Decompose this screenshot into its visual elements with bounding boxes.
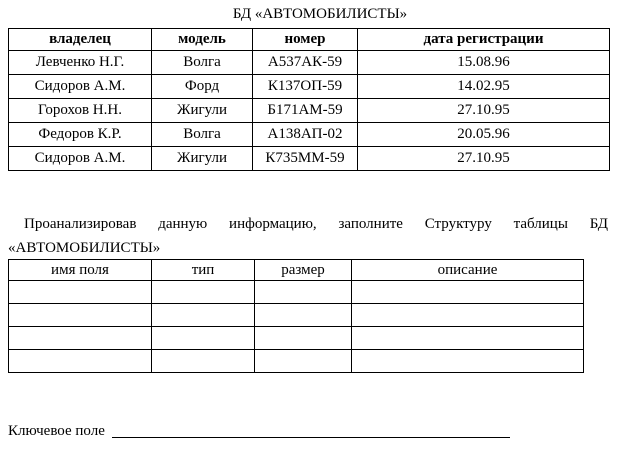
table-structure-form: [8, 259, 584, 373]
automobilists-table: [8, 28, 610, 171]
instruction-line-1: Проанализировав данную информацию, заполните Структуру таблицы БД: [24, 216, 608, 232]
instruction-line-2: «АВТОМОБИЛИСТЫ»: [8, 240, 161, 256]
blank-cell: [152, 350, 255, 373]
column-header-size: размер: [255, 260, 352, 281]
cell-model: Волга: [152, 123, 253, 147]
empty-structure-row: [9, 350, 584, 373]
blank-cell: [152, 327, 255, 350]
column-header-number: номер: [253, 29, 358, 51]
blank-cell: [255, 350, 352, 373]
blank-cell: [9, 327, 152, 350]
blank-cell: [255, 304, 352, 327]
cell-number: Б171АМ-59: [253, 99, 358, 123]
column-header-model: модель: [152, 29, 253, 51]
table-row: [9, 51, 610, 75]
cell-date: 27.10.95: [358, 147, 610, 171]
table-row: [9, 147, 610, 171]
table-header-row: [9, 29, 610, 51]
blank-cell: [9, 281, 152, 304]
key-field-blank-line: [112, 437, 510, 438]
table-row: [9, 99, 610, 123]
cell-date: 15.08.96: [358, 51, 610, 75]
blank-cell: [152, 304, 255, 327]
column-header-type: тип: [152, 260, 255, 281]
cell-model: Жигули: [152, 147, 253, 171]
empty-structure-row: [9, 327, 584, 350]
blank-cell: [352, 281, 584, 304]
cell-owner: Сидоров А.М.: [9, 147, 152, 171]
column-header-owner: владелец: [9, 29, 152, 51]
table-row: [9, 123, 610, 147]
blank-cell: [352, 327, 584, 350]
column-header-field-name: имя поля: [9, 260, 152, 281]
blank-cell: [255, 281, 352, 304]
cell-owner: Федоров К.Р.: [9, 123, 152, 147]
key-field-label: Ключевое поле: [8, 423, 105, 439]
cell-owner: Сидоров А.М.: [9, 75, 152, 99]
cell-model: Волга: [152, 51, 253, 75]
cell-number: К735ММ-59: [253, 147, 358, 171]
column-header-registration-date: дата регистрации: [358, 29, 610, 51]
cell-model: Форд: [152, 75, 253, 99]
cell-owner: Левченко Н.Г.: [9, 51, 152, 75]
blank-cell: [9, 350, 152, 373]
cell-date: 27.10.95: [358, 99, 610, 123]
blank-cell: [352, 304, 584, 327]
cell-number: А138АП-02: [253, 123, 358, 147]
cell-owner: Горохов Н.Н.: [9, 99, 152, 123]
cell-date: 20.05.96: [358, 123, 610, 147]
blank-cell: [9, 304, 152, 327]
empty-structure-row: [9, 281, 584, 304]
database-title: БД «АВТОМОБИЛИСТЫ»: [232, 6, 408, 22]
blank-cell: [255, 327, 352, 350]
structure-header-row: [9, 260, 584, 281]
blank-cell: [352, 350, 584, 373]
blank-cell: [152, 281, 255, 304]
table-row: [9, 75, 610, 99]
empty-structure-row: [9, 304, 584, 327]
instruction-paragraph: [8, 212, 608, 260]
cell-model: Жигули: [152, 99, 253, 123]
cell-date: 14.02.95: [358, 75, 610, 99]
cell-number: А537АК-59: [253, 51, 358, 75]
cell-number: К137ОП-59: [253, 75, 358, 99]
column-header-description: описание: [352, 260, 584, 281]
